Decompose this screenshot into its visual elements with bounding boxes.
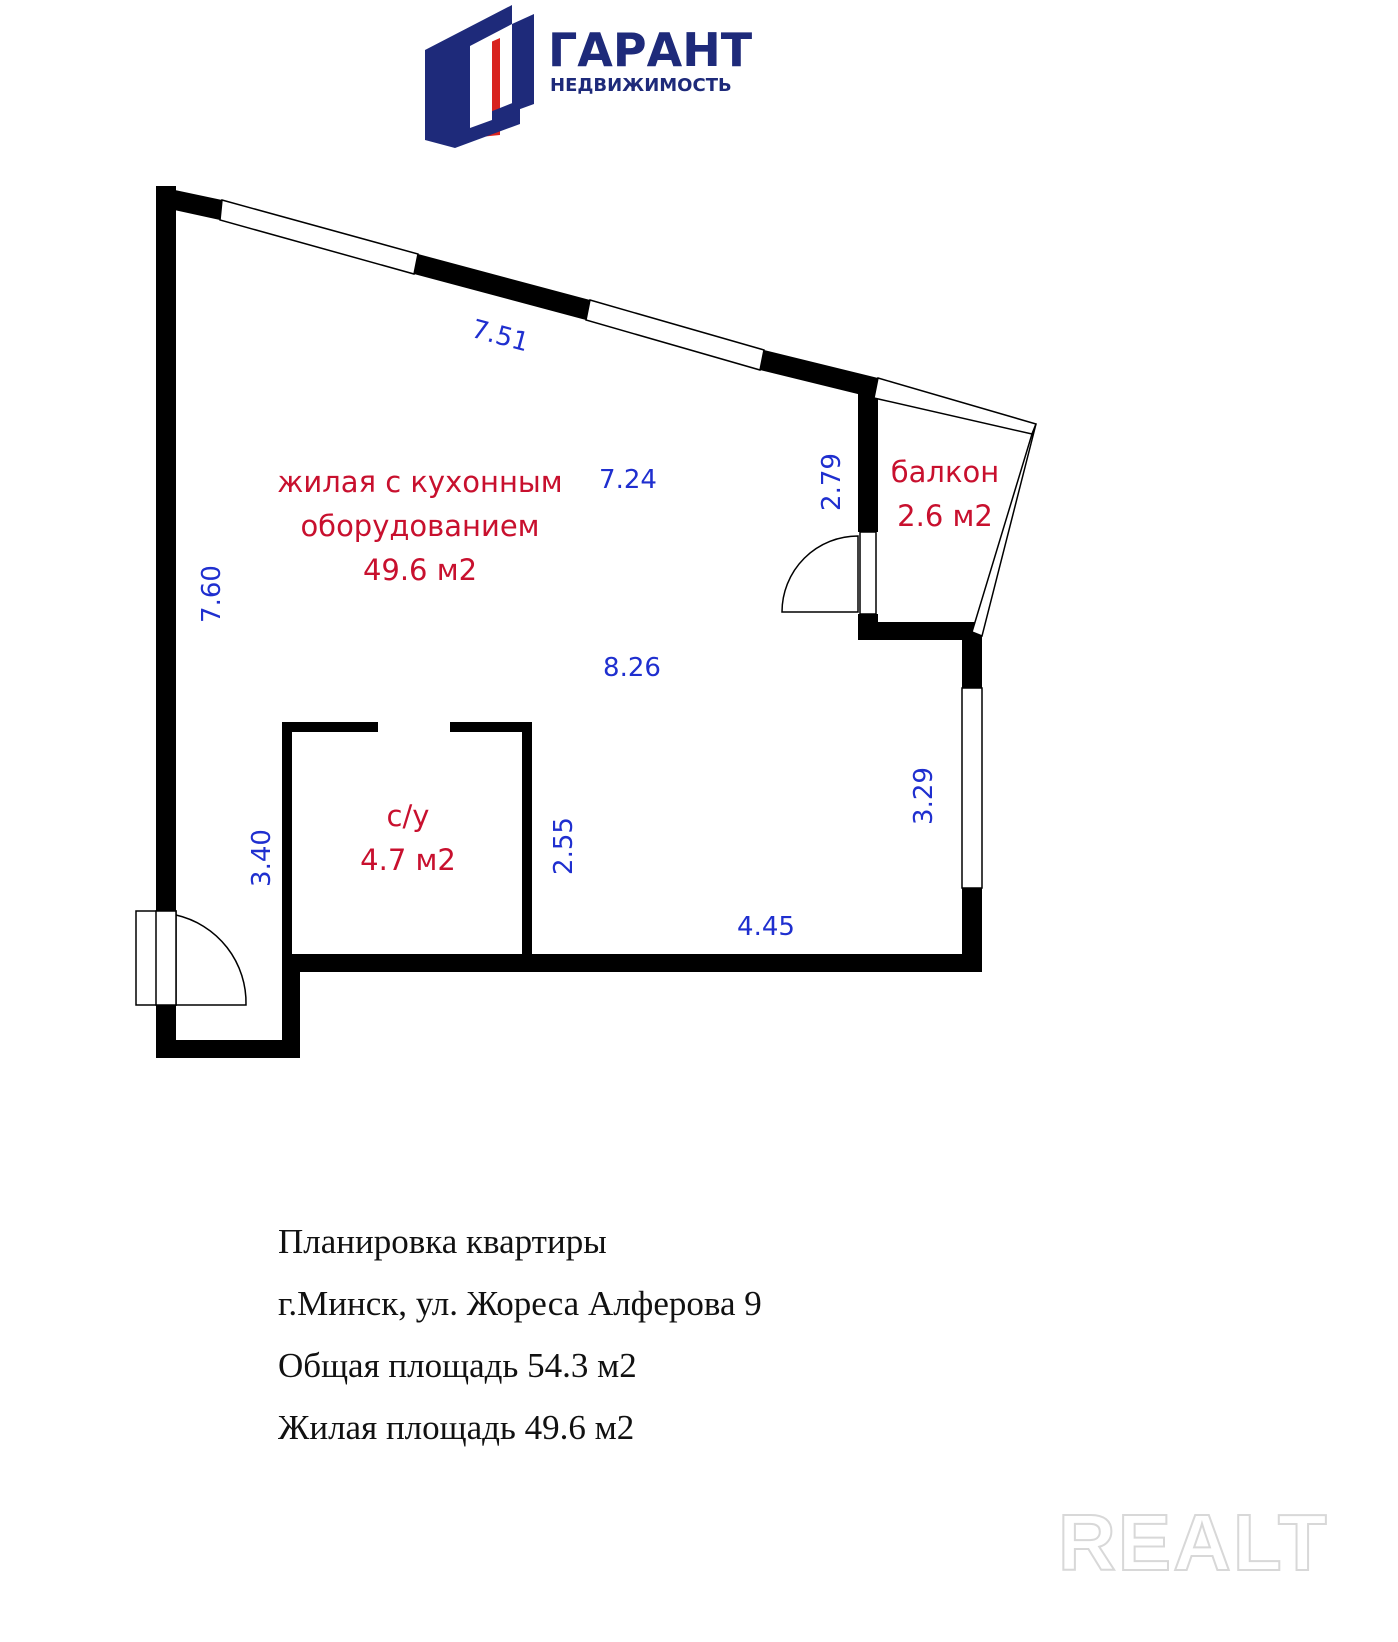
- dim-bottom-wall: 4.45: [737, 912, 795, 942]
- dim-bath-left: 3.40: [247, 829, 277, 887]
- living-room-area: 49.6 м2: [362, 553, 478, 587]
- plan-title: Планировка квартиры: [278, 1222, 607, 1261]
- wall-top-seg-2: [414, 254, 590, 320]
- window-top-1: [220, 200, 418, 274]
- logo-tower-icon: [470, 40, 492, 128]
- wall-entrance-bottom: [156, 1040, 300, 1058]
- wall-entrance-right: [282, 958, 300, 1058]
- wall-bottom: [282, 954, 982, 972]
- dim-middle: 8.26: [603, 653, 661, 683]
- wall-left: [156, 186, 176, 911]
- living-room-label-line1: жилая с кухонным: [277, 465, 563, 499]
- window-balcony: [874, 378, 1036, 434]
- dim-balcony-wall: 2.79: [817, 453, 847, 511]
- plan-total-area: Общая площадь 54.3 м2: [278, 1346, 637, 1385]
- wall-top-seg-3: [760, 350, 878, 398]
- bathroom-area: 4.7 м2: [360, 843, 456, 877]
- wall-bath-top-right: [450, 722, 528, 732]
- realt-watermark: REALT: [1058, 1498, 1329, 1587]
- balcony-area: 2.6 м2: [897, 499, 993, 533]
- dim-top-wall: 7.51: [468, 314, 532, 359]
- window-right: [962, 688, 982, 888]
- bathroom-label: с/у: [386, 799, 430, 833]
- wall-balcony-vertical: [858, 382, 878, 532]
- wall-bath-right: [522, 722, 532, 958]
- logo-right-block: [512, 14, 534, 112]
- window-top-2: [586, 300, 764, 370]
- dim-right-wall: 3.29: [909, 767, 939, 825]
- wall-bath-left: [282, 722, 292, 958]
- wall-right-bottom: [962, 888, 982, 972]
- dim-bath-right: 2.55: [549, 817, 579, 875]
- plan-living-area: Жилая площадь 49.6 м2: [278, 1408, 635, 1447]
- entrance-door-swing: [176, 915, 246, 1005]
- company-logo: [425, 5, 753, 148]
- balcony-label: балкон: [890, 455, 1000, 489]
- balcony-door-frame: [860, 532, 876, 614]
- logo-brand-subtitle: НЕДВИЖИМОСТЬ: [550, 75, 732, 96]
- living-room-label-line2: оборудованием: [300, 509, 540, 543]
- plan-address: г.Минск, ул. Жореса Алферова 9: [278, 1284, 762, 1323]
- balcony-door-swing: [782, 536, 858, 612]
- entrance-door-frame: [156, 911, 176, 1005]
- walls: [156, 186, 982, 1058]
- dimension-labels: [197, 314, 939, 942]
- dim-living-width: 7.24: [599, 465, 657, 495]
- dim-left-wall: 7.60: [197, 565, 227, 623]
- logo-brand-name: ГАРАНТ: [548, 23, 753, 77]
- wall-bath-top-left: [282, 722, 378, 732]
- wall-right-top: [962, 636, 982, 688]
- wall-balcony-bottom: [858, 622, 982, 640]
